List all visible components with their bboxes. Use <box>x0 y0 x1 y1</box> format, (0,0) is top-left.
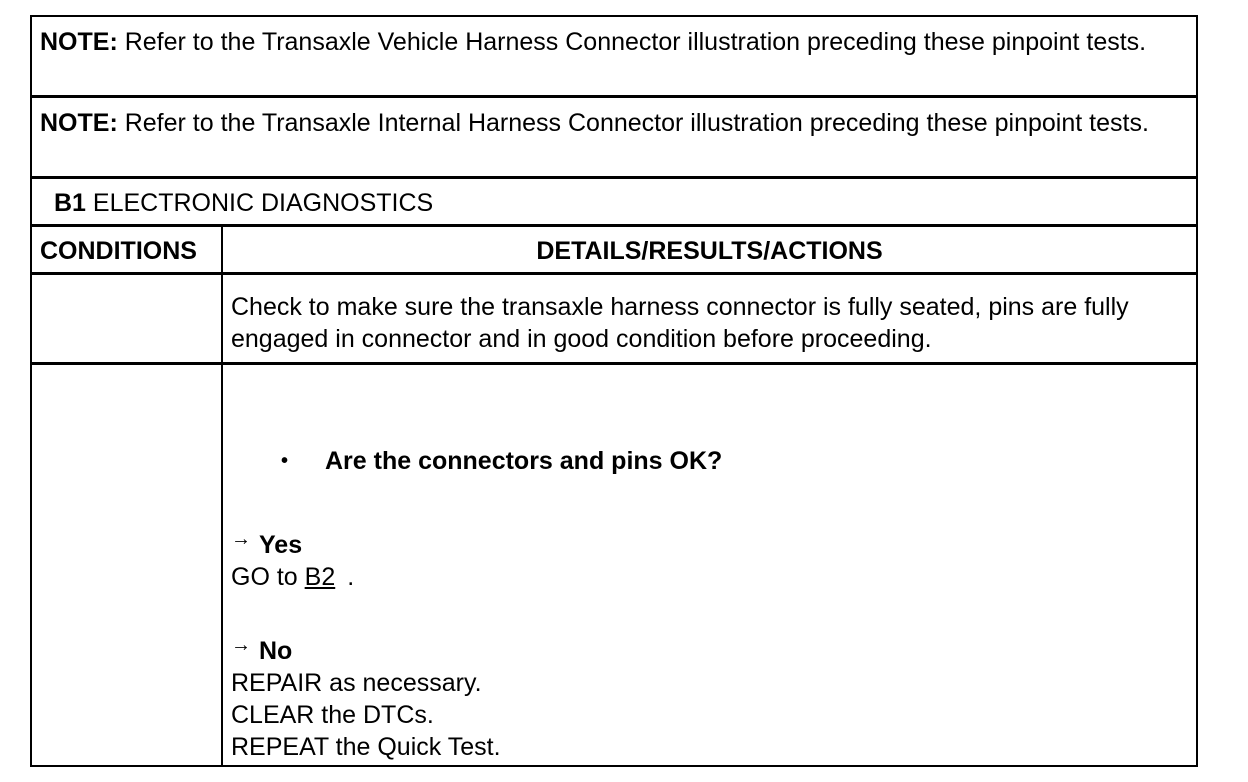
row1-conditions-cell <box>30 273 223 364</box>
header-conditions: CONDITIONS <box>30 225 223 274</box>
yes-label: Yes <box>259 531 303 559</box>
yes-branch <box>231 523 354 593</box>
no-action-line: REPAIR as necessary. <box>231 669 482 697</box>
note-text: Refer to the Transaxle Internal Harness Connector illustration preceding these pinpoint tests. <box>117 109 1149 137</box>
note-label: NOTE: <box>40 28 118 56</box>
no-label: No <box>259 637 293 665</box>
note-text: Refer to the Transaxle Vehicle Harness Connector illustration preceding these pinpoint tests. <box>117 28 1147 56</box>
note-vehicle-harness <box>30 15 1198 97</box>
arrow-right-icon: → <box>231 634 251 656</box>
bullet-icon: • <box>281 450 289 472</box>
section-id: B1 <box>54 189 86 217</box>
note-label: NOTE: <box>40 109 118 137</box>
no-action-line: CLEAR the DTCs. <box>231 701 434 729</box>
section-title: ELECTRONIC DIAGNOSTICS <box>85 189 434 217</box>
row2-details-cell <box>221 363 1198 767</box>
section-heading <box>30 177 1198 226</box>
yes-action-suffix: . <box>347 563 355 591</box>
no-action-line: REPEAT the Quick Test. <box>231 733 501 761</box>
b2-link[interactable]: B2 <box>304 563 336 591</box>
note-internal-harness <box>30 96 1198 178</box>
arrow-right-icon: → <box>231 528 251 550</box>
row1-details-text: Check to make sure the transaxle harness connector is fully seated, pins are fully engaged in connector and in good condition before proceeding. <box>231 293 1129 353</box>
no-branch <box>231 629 501 763</box>
question-text: Are the connectors and pins OK? <box>325 447 723 475</box>
yes-action-prefix: GO to <box>231 563 305 591</box>
header-details: DETAILS/RESULTS/ACTIONS <box>221 225 1198 274</box>
row2-conditions-cell <box>30 363 223 767</box>
question-item <box>281 445 722 477</box>
row1-details-cell <box>221 273 1198 364</box>
